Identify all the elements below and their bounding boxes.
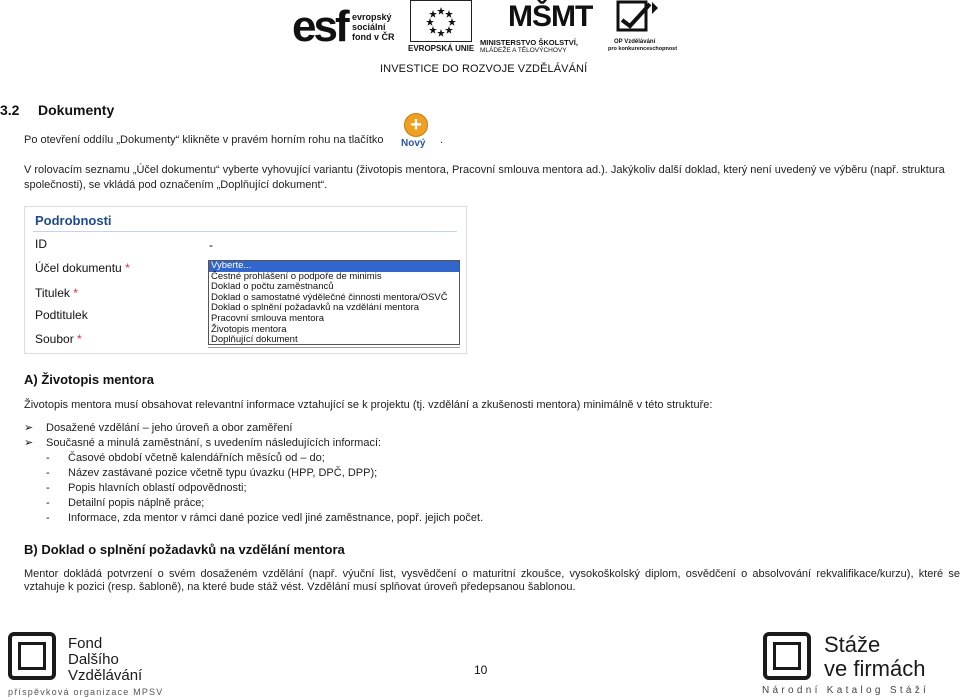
esf-line: evropský: [352, 12, 392, 22]
dash-bullet: -: [46, 467, 50, 479]
dropdown-option: Životopis mentora: [211, 323, 287, 335]
section-a-title: A) Životopis mentora: [24, 372, 155, 387]
esf-logo: [292, 0, 404, 54]
form-heading: Podrobnosti: [35, 213, 112, 228]
sub-item: Název zastávané pozice včetně typu úvazku (HPP, DPČ, DPP);: [68, 467, 378, 479]
file-input-edge: [208, 347, 460, 352]
section-a-paragraph: Životopis mentora musí obsahovat relevantní informace vztahující se k projektu (tj. vzdělání a zkušenosti mentora) minimálně v této struktuře:: [24, 399, 713, 411]
bullet-item: Současné a minulá zaměstnání, s uvedením následujících informací:: [46, 437, 382, 449]
msmt-logo: [478, 0, 596, 54]
fdv-subtitle: příspěvková organizace MPSV: [8, 687, 164, 697]
staze-logo-text: [824, 633, 925, 681]
page-number: 10: [474, 663, 488, 677]
new-button-label: Nový: [401, 138, 426, 149]
form-label-subtitle: Podtitulek: [35, 308, 88, 322]
sub-item: Časové období včetně kalendářních měsíců od – do;: [68, 452, 325, 464]
investment-banner: INVESTICE DO ROZVOJE VZDĚLÁVÁNÍ: [380, 63, 588, 75]
msmt-caption-sub: MLÁDEŽE A TĚLOVÝCHOVY: [480, 47, 567, 54]
dash-bullet: -: [46, 482, 50, 494]
eu-caption: EVROPSKÁ UNIE: [408, 44, 475, 53]
form-label-purpose: Účel dokumentu *: [35, 261, 130, 275]
op-logo: [608, 0, 678, 54]
esf-logo-mark: esf: [292, 2, 347, 51]
dash-bullet: -: [46, 497, 50, 509]
sub-item: Informace, zda mentor v rámci dané pozice vedl jiné zaměstnance, popř. jejich počet.: [68, 512, 484, 524]
form-label-title: Titulek *: [35, 286, 78, 300]
required-mark: *: [77, 332, 82, 346]
purpose-dropdown-list: [208, 260, 460, 345]
op-logo-icon: [608, 0, 674, 38]
fdv-logo-icon: [8, 632, 58, 682]
eu-logo: [408, 0, 476, 54]
new-button: [399, 111, 433, 151]
eu-flag-icon: [410, 0, 472, 42]
esf-logo-text: [352, 12, 395, 42]
id-value: -: [209, 238, 213, 252]
dash-bullet: -: [46, 512, 50, 524]
esf-line: sociální: [352, 22, 386, 32]
dropdown-option: Doklad o počtu zaměstnanců: [211, 281, 334, 293]
staze-line: Stáže: [824, 632, 881, 657]
dash-bullet: -: [46, 452, 50, 464]
instruction-line: společnosti), se vkládá pod označením „Doplňující dokument“.: [24, 179, 328, 191]
bullet-item: Dosažené vzdělání – jeho úroveň a obor zaměření: [46, 422, 293, 434]
esf-line: fond v ČR: [352, 32, 395, 42]
dropdown-option: Doklad o splnění požadavků na vzdělání mentora: [211, 302, 420, 314]
op-caption: OP Vzdělávání: [614, 39, 656, 45]
details-form-screenshot: [24, 206, 467, 354]
dropdown-option: Doplňující dokument: [211, 334, 298, 345]
plus-icon: +: [404, 113, 428, 137]
instruction-line: V rolovacím seznamu „Účel dokumentu“ vyberte vyhovující variantu (životopis mentora, Pracovní smlouva mentora ad.). Jakýkoliv další doklad, který není uvedený ve výběru (např. struktura: [24, 164, 945, 176]
dropdown-option: Doklad o samostatné výdělečné činnosti mentora/OSVČ: [211, 291, 448, 303]
staze-logo-icon: [763, 632, 813, 682]
dropdown-option: Pracovní smlouva mentora: [211, 312, 324, 324]
dropdown-option: Čestné prohlášení o podpoře de minimis: [211, 270, 382, 282]
sub-item: Popis hlavních oblastí odpovědnosti;: [68, 482, 247, 494]
arrow-bullet-icon: ➢: [24, 422, 34, 434]
dropdown-option: Vyberte...: [209, 261, 459, 272]
section-b-paragraph: vztahuje k pozici (resp. šabloně), na které bude stáž vést. Vzdělání musí splňovat úroveň předepsanou šablonou.: [24, 581, 576, 593]
intro-paragraph: Po otevření oddílu „Dokumenty“ klikněte v pravém horním rohu na tlačítko: [24, 134, 384, 146]
fdv-line: Fond: [68, 635, 103, 652]
section-number: 3.2: [0, 102, 20, 118]
form-divider: [33, 231, 457, 232]
sub-item: Detailní popis náplně práce;: [68, 497, 205, 509]
arrow-bullet-icon: ➢: [24, 437, 34, 449]
staze-line: ve firmách: [824, 656, 926, 681]
intro-period: .: [440, 134, 444, 146]
section-b-paragraph: Mentor dokládá potvrzení o svém dosaženém vzdělání (např. výuční list, vysvědčení o maturitní zkoušce, vysokoškolský diplom, osvědčení o absolvování rekvalifikace/kurzu), které se: [24, 568, 960, 580]
form-label-id: ID: [35, 237, 47, 251]
required-mark: *: [125, 261, 130, 275]
section-b-title: B) Doklad o splnění požadavků na vzdělání mentora: [24, 542, 345, 557]
form-label-file: Soubor *: [35, 332, 82, 346]
msmt-caption: MINISTERSTVO ŠKOLSTVÍ,: [480, 38, 578, 47]
msmt-logo-mark: MŠMT: [508, 0, 593, 33]
fdv-line: Dalšího: [68, 651, 119, 668]
required-mark: *: [73, 286, 78, 300]
staze-subtitle: Národní Katalog Stáží: [762, 685, 930, 696]
section-title: Dokumenty: [38, 102, 115, 118]
fdv-logo-text: [68, 636, 142, 684]
op-caption-sub: pro konkurenceschopnost: [608, 46, 678, 52]
fdv-line: Vzdělávání: [68, 667, 143, 684]
